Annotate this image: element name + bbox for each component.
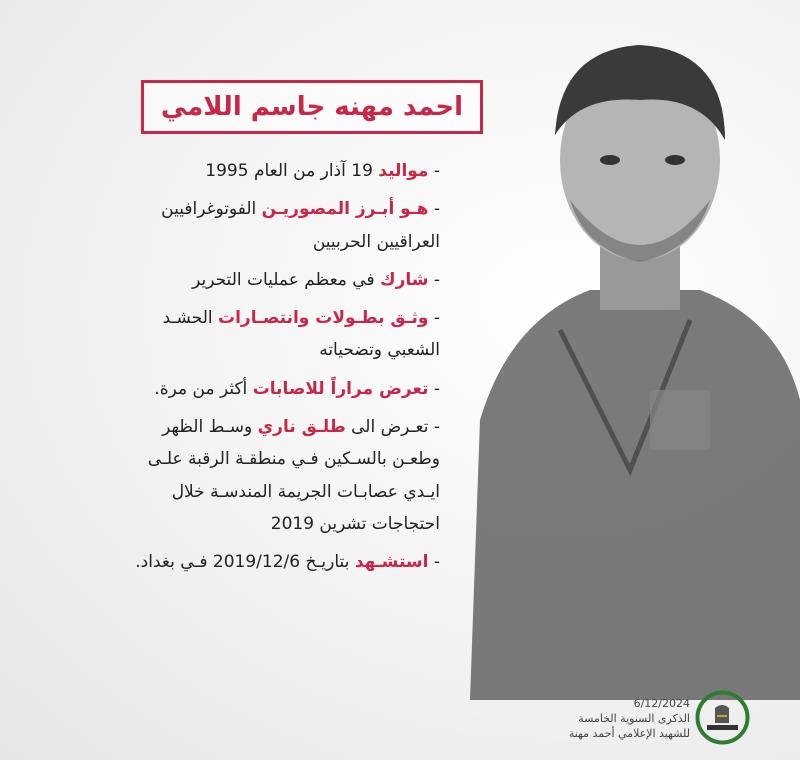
footer-caption (569, 697, 690, 742)
bio-list (120, 155, 440, 585)
emblem-logo-icon (695, 690, 750, 745)
bio-item-3: - شارك في معظم عمليات التحرير (192, 269, 440, 290)
footer-date: 6/12/2024 (633, 697, 690, 711)
bio-item-1: - مواليد 19 آذار من العام 1995 (205, 161, 440, 181)
footer-line1: الذكرى السنوية الخامسة (578, 712, 690, 726)
bio-item-4: - وثـق بطـولات وانتصـارات الحشـد الشعبي وتضحياته (162, 308, 440, 361)
bio-item-7: - استشـهد بتاريـخ 2019/12/6 فـي بغداد. (135, 552, 440, 573)
footer-line2: للشهيد الإعلامي أحمد مهنة (568, 727, 690, 741)
name-title: احمد مهنه جاسم اللامي (160, 92, 464, 122)
bio-item-6: - تعـرض الى طلـق ناري وسـط الظهر وطعـن بالسـكين فـي منطقـة الرقبة علـى ايـدي عصابـات الجريمة المندسـة خلال احتجاجات تشرين 2019 (147, 417, 440, 534)
portrait-photo (440, 0, 800, 700)
bio-item-5: - تعرض مراراً للاصابات أكثر من مرة. (154, 378, 440, 399)
bio-item-2: - هـو أبـرز المصوريـن الفوتوغرافيين العراقيين الحربيين (161, 199, 440, 252)
name-title-box (141, 80, 483, 134)
